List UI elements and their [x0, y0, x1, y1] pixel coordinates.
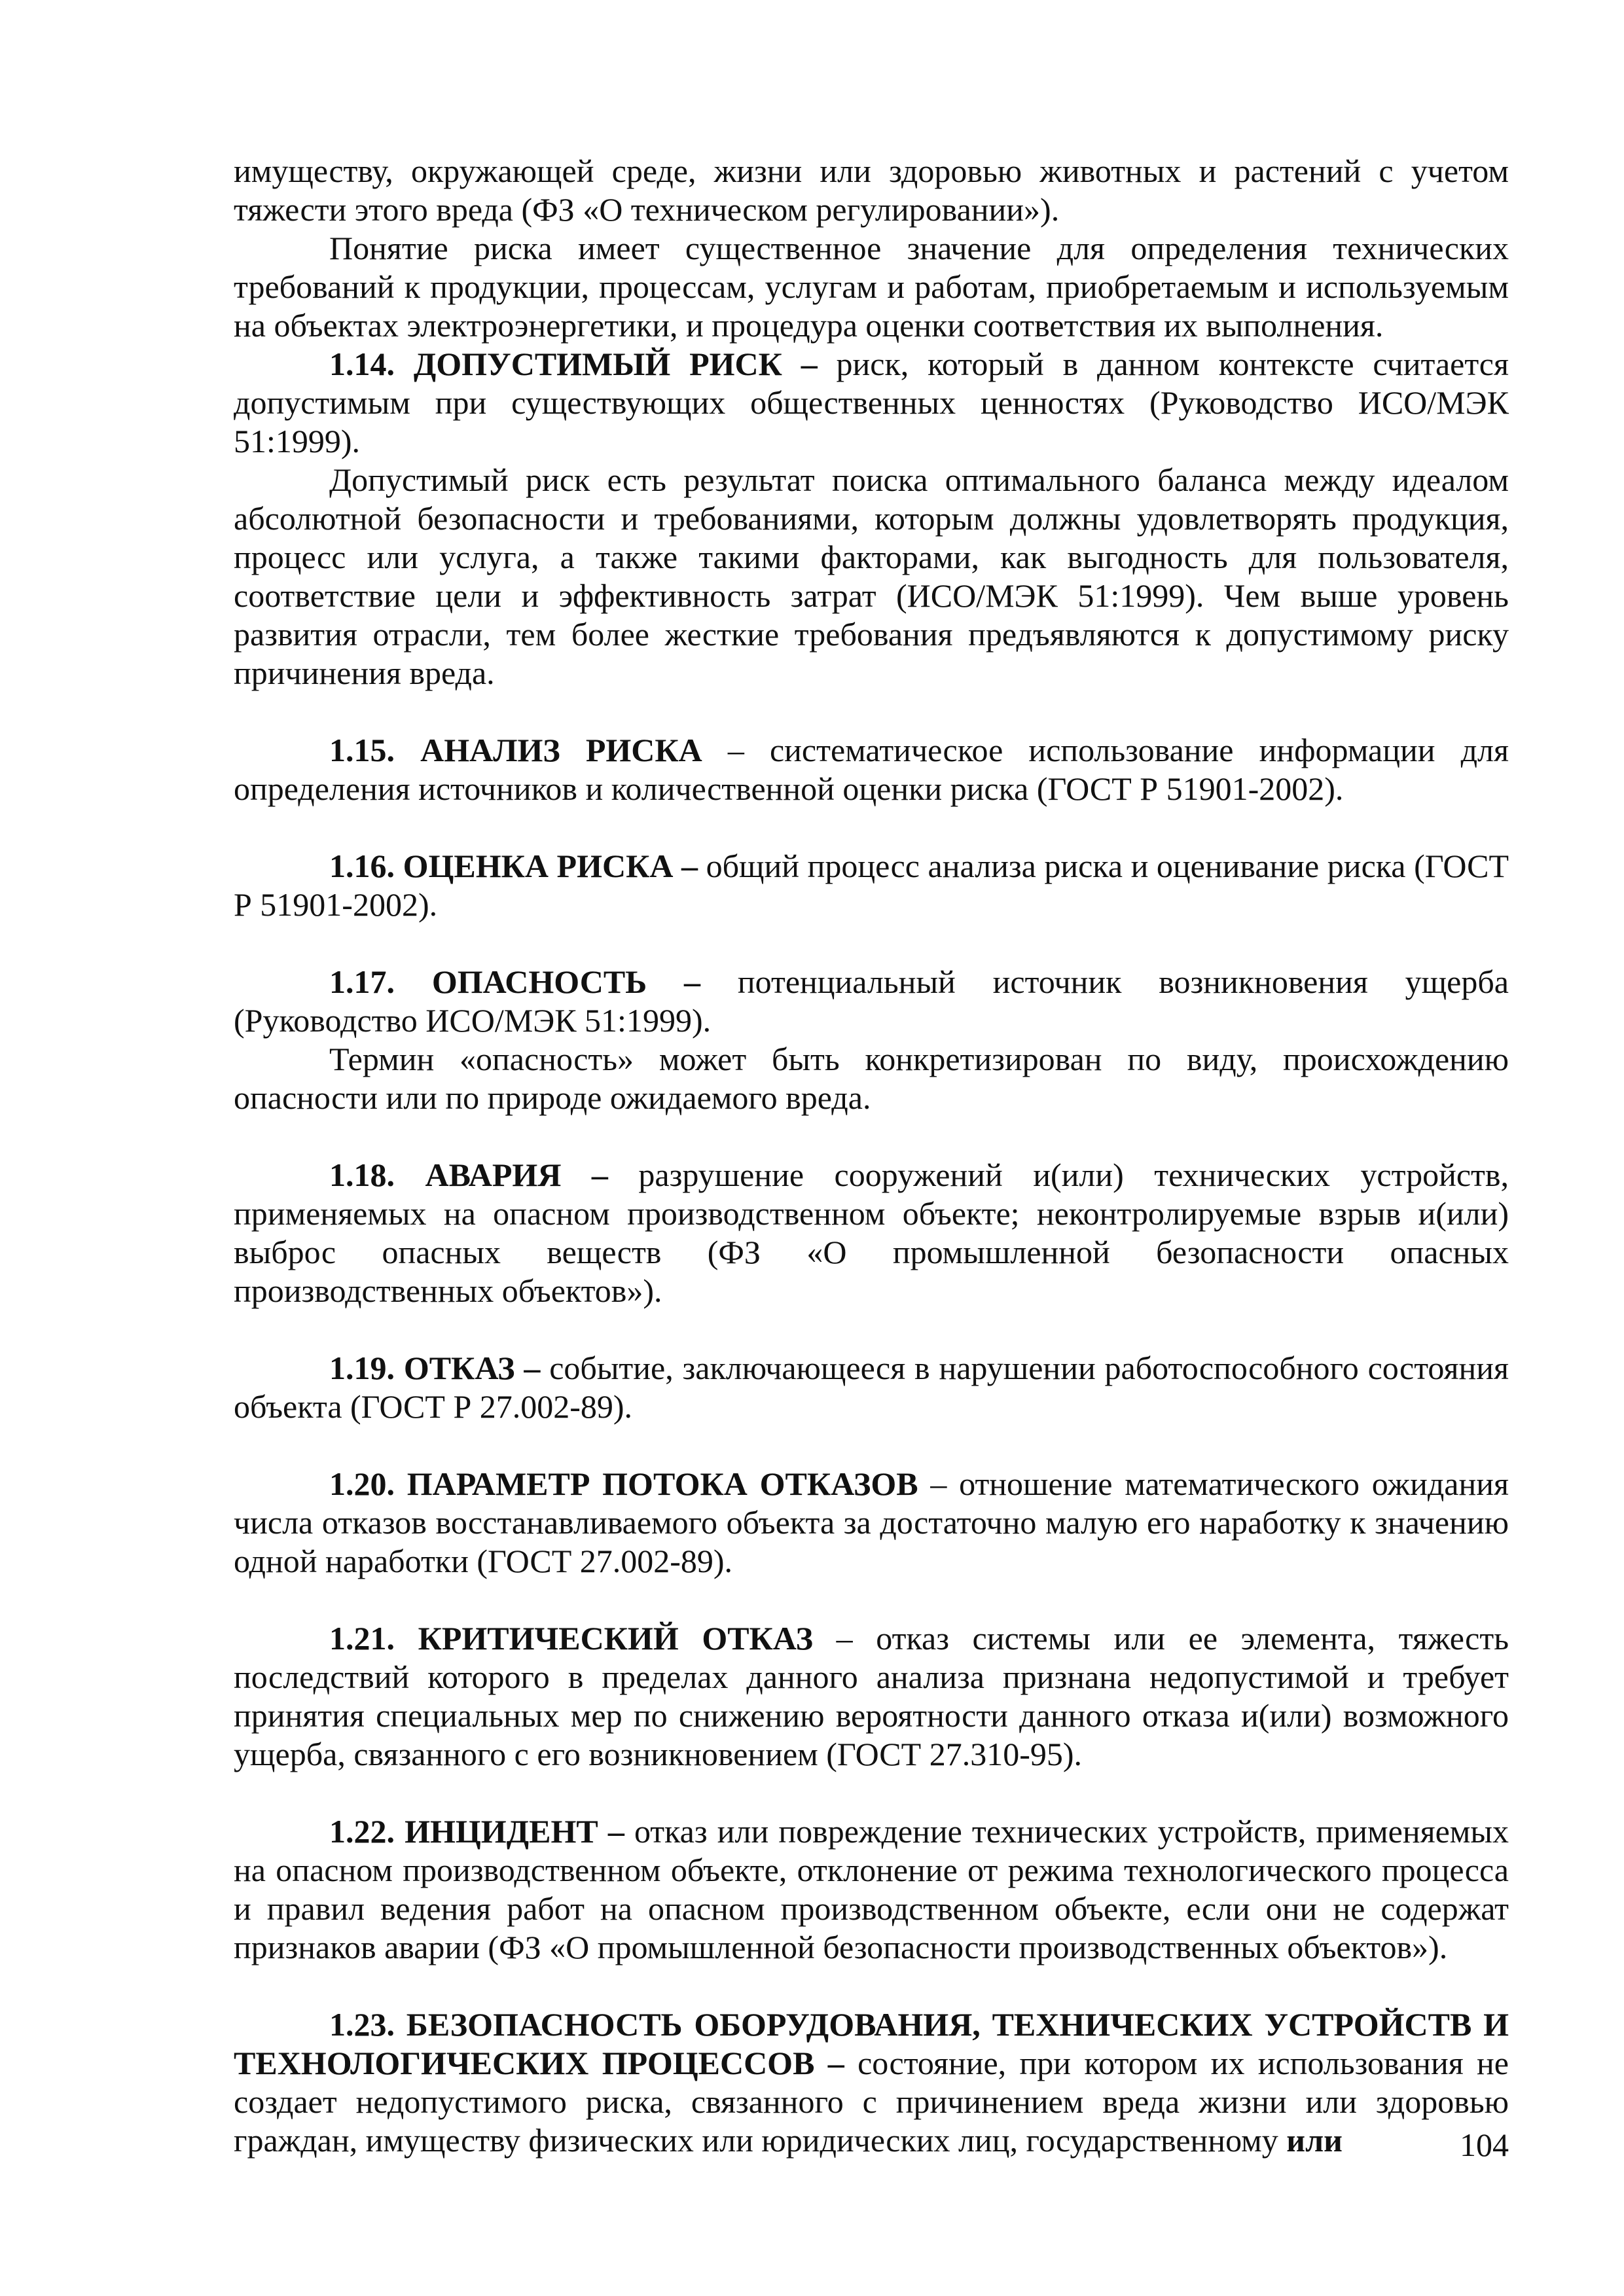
definition-term: 1.20. ПАРАМЕТР ПОТОКА ОТКАЗОВ	[329, 1465, 918, 1502]
definition-1-21	[234, 1619, 1509, 1774]
definition-text: – отношение математического ожидания числа отказов восстанавливаемого объекта за достаточно малую его наработку к значению одной наработки (ГОСТ 27.002-89).	[234, 1465, 1509, 1579]
paragraph-text: Допустимый риск есть результат поиска оптимального баланса между идеалом абсолютной безопасности и требованиями, которым должны удовлетворять продукция, процесс или услуга, а также такими факторами, как выгодность для пользователя, соответствие цели и эффективность затрат (ИСО/МЭК 51:1999). Чем выше уровень развития отрасли, тем более жесткие требования предъявляются к допустимому риску причинения вреда.	[234, 461, 1509, 691]
definition-term: 1.21. КРИТИЧЕСКИЙ ОТКАЗ	[329, 1620, 814, 1657]
definition-term: 1.18. АВАРИЯ –	[329, 1157, 608, 1193]
definition-1-16	[234, 847, 1509, 924]
paragraph-acceptable-risk	[234, 461, 1509, 692]
definition-term: 1.23. БЕЗОПАСНОСТЬ ОБОРУДОВАНИЯ, ТЕХНИЧЕСКИХ УСТРОЙСТВ И ТЕХНОЛОГИЧЕСКИХ ПРОЦЕССОВ –	[234, 2006, 1509, 2081]
paragraph-text: Понятие риска имеет существенное значение для определения технических требований к продукции, процессам, услугам и работам, приобретаемым и используемым на объектах электроэнергетики, и процедура оценки соответствия их выполнения.	[234, 230, 1509, 344]
definition-1-22	[234, 1812, 1509, 1967]
definition-1-23	[234, 2005, 1509, 2160]
definition-text: состояние, при котором их использования не создает недопустимого риска, связанного с причинением вреда жизни или здоровью граждан, имуществу физических или юридических лиц, государственному	[234, 2045, 1509, 2159]
definition-text: событие, заключающееся в нарушении работоспособного состояния объекта (ГОСТ Р 27.002-89).	[234, 1350, 1509, 1425]
document-page	[234, 152, 1509, 2160]
definition-text: отказ или повреждение технических устройств, применяемых на опасном производственном объекте, отклонение от режима технологического процесса и правил ведения работ на опасном производственном объекте, если они не содержат признаков аварии (ФЗ «О промышленной безопасности производственных объектов»).	[234, 1813, 1509, 1965]
definition-text: разрушение сооружений и(или) технических устройств, применяемых на опасном производственном объекте; неконтролируемые взрыв и(или) выброс опасных веществ (ФЗ «О промышленной безопасности опасных производственных объектов»).	[234, 1157, 1509, 1309]
page-number: 104	[1460, 2126, 1509, 2163]
definition-term: 1.15. АНАЛИЗ РИСКА	[329, 732, 702, 768]
paragraph-risk-concept	[234, 229, 1509, 345]
definition-text: – отказ системы или ее элемента, тяжесть последствий которого в пределах данного анализа признана недопустимой и требует принятия специальных мер по снижению вероятности данного отказа и(или) возможного ущерба, связанного с его возникновением (ГОСТ 27.310-95).	[234, 1620, 1509, 1772]
paragraph-continuation	[234, 152, 1509, 229]
definition-1-20	[234, 1465, 1509, 1581]
definition-1-19	[234, 1349, 1509, 1426]
definition-1-15	[234, 731, 1509, 808]
definition-term: 1.17. ОПАСНОСТЬ –	[329, 963, 701, 1000]
paragraph-hazard-term	[234, 1040, 1509, 1117]
definition-trailing-bold: или	[1278, 2122, 1343, 2159]
definition-1-18	[234, 1156, 1509, 1310]
definition-term: 1.16. ОЦЕНКА РИСКА –	[329, 848, 698, 884]
definition-text: риск, который в данном контексте считается допустимым при существующих общественных ценностях (Руководство ИСО/МЭК 51:1999).	[234, 346, 1509, 459]
definition-1-17	[234, 963, 1509, 1040]
definition-term: 1.22. ИНЦИДЕНТ –	[329, 1813, 624, 1850]
definition-text: общий процесс анализа риска и оценивание риска (ГОСТ Р 51901-2002).	[234, 848, 1509, 923]
paragraph-text: Термин «опасность» может быть конкретизирован по виду, происхождению опасности или по природе ожидаемого вреда.	[234, 1041, 1509, 1116]
definition-text: потенциальный источник возникновения ущерба (Руководство ИСО/МЭК 51:1999).	[234, 963, 1509, 1039]
definition-term: 1.19. ОТКАЗ –	[329, 1350, 541, 1386]
definition-text: – систематическое использование информации для определения источников и количественной оценки риска (ГОСТ Р 51901-2002).	[234, 732, 1509, 807]
paragraph-text: имуществу, окружающей среде, жизни или здоровью животных и растений с учетом тяжести этого вреда (ФЗ «О техническом регулировании»).	[234, 152, 1509, 228]
definition-1-14	[234, 345, 1509, 461]
definition-term: 1.14. ДОПУСТИМЫЙ РИСК –	[329, 346, 818, 382]
